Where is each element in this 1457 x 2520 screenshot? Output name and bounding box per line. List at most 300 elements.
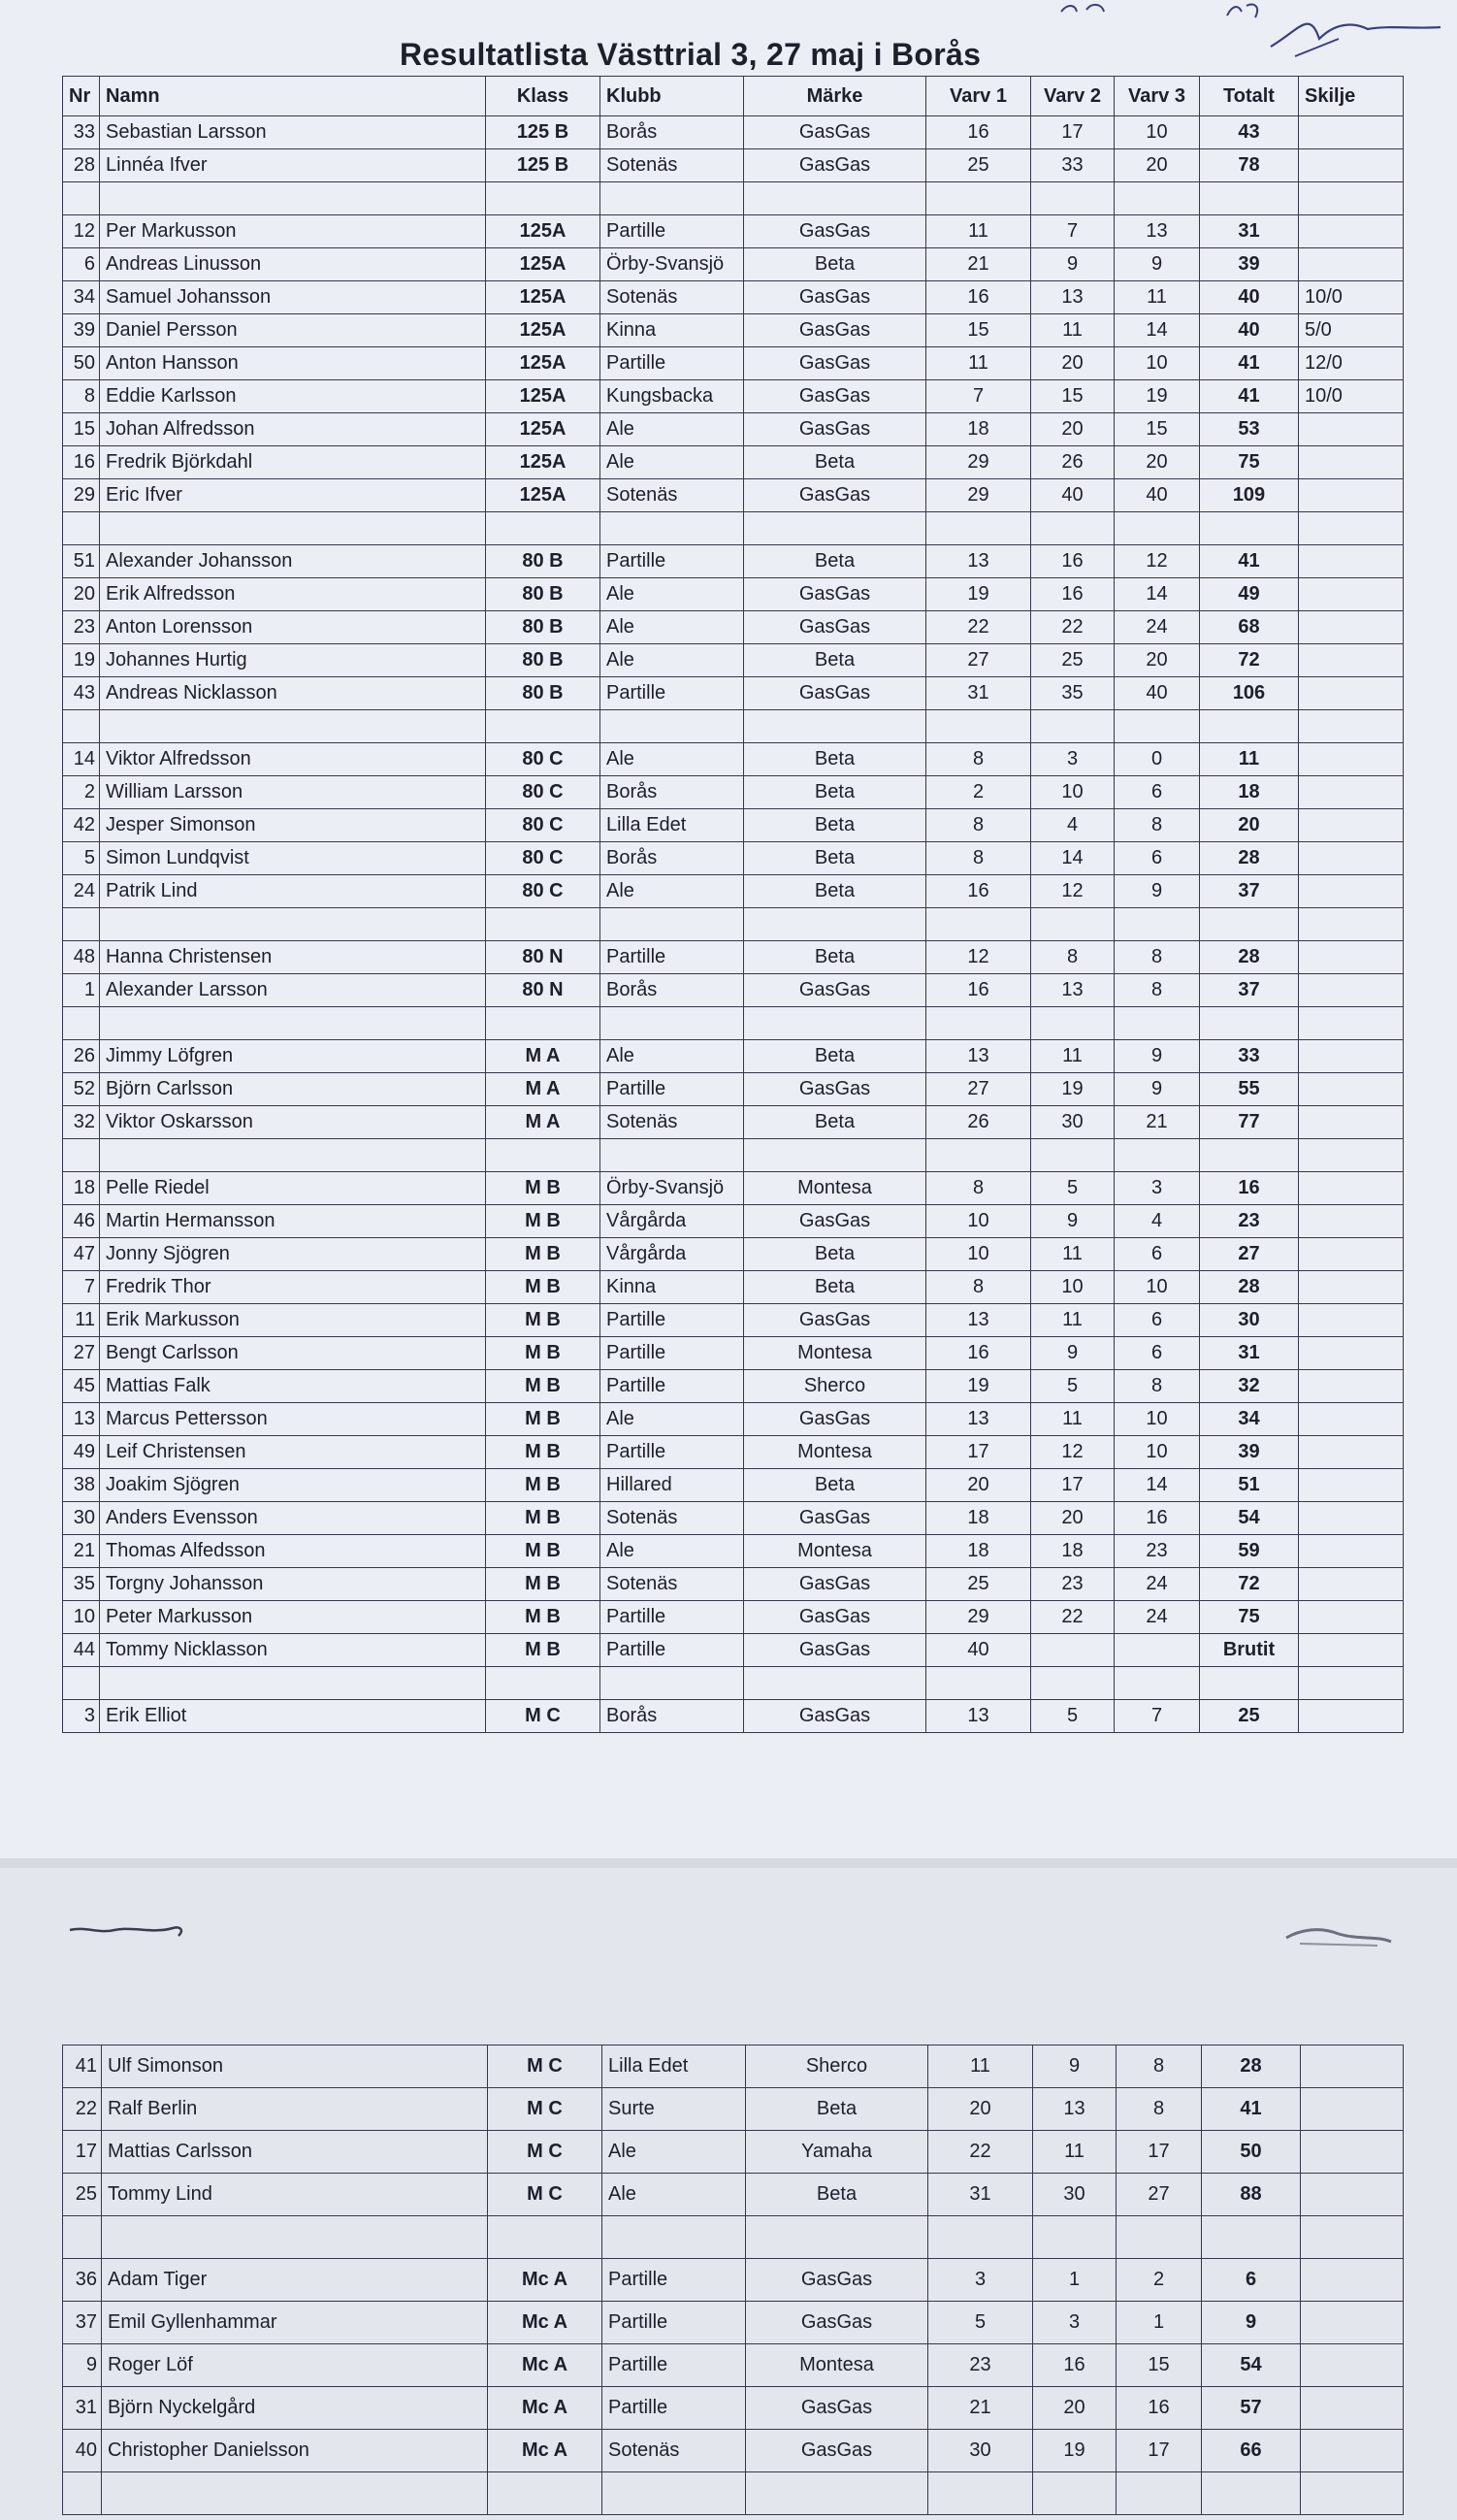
table-row <box>63 149 1404 182</box>
lap1-score: 2 <box>926 776 1031 809</box>
rider-class: M A <box>486 1073 600 1106</box>
table-row <box>63 413 1404 446</box>
total-score: 40 <box>1200 281 1299 314</box>
rider-club: Sotenäs <box>600 281 744 314</box>
empty-cell <box>744 908 926 941</box>
rider-class: M B <box>486 1469 600 1502</box>
results-table-page-1 <box>62 76 1404 1733</box>
rider-class: 125A <box>486 314 600 347</box>
table-row <box>63 2088 1404 2131</box>
table-row <box>63 776 1404 809</box>
lap2-score: 11 <box>1031 1403 1115 1436</box>
table-row <box>63 446 1404 479</box>
rider-name: Jesper Simonson <box>100 809 486 842</box>
rider-club: Lilla Edet <box>602 2045 746 2088</box>
rider-name: Hanna Christensen <box>100 941 486 974</box>
rider-nr: 37 <box>63 2302 102 2344</box>
spacer-row <box>63 1007 1404 1040</box>
rider-club: Ale <box>600 1403 744 1436</box>
lap2-score: 3 <box>1033 2302 1117 2344</box>
empty-cell <box>1200 182 1299 215</box>
lap3-score: 8 <box>1115 1370 1200 1403</box>
rider-brand: Beta <box>746 2088 928 2131</box>
rider-nr: 19 <box>63 644 100 677</box>
table-row <box>63 1304 1404 1337</box>
total-score: 41 <box>1202 2088 1301 2131</box>
rider-brand: GasGas <box>744 380 926 413</box>
total-score: 50 <box>1202 2131 1301 2174</box>
lap2-score: 20 <box>1033 2387 1117 2430</box>
rider-nr: 33 <box>63 116 100 149</box>
lap3-score: 6 <box>1115 1238 1200 1271</box>
rider-class: 80 B <box>486 578 600 611</box>
rider-club: Partille <box>602 2344 746 2387</box>
lap1-score: 19 <box>926 1370 1031 1403</box>
table-row <box>63 1073 1404 1106</box>
empty-cell <box>63 1007 100 1040</box>
rider-name: Anders Evensson <box>100 1502 486 1535</box>
rider-club: Partille <box>600 1601 744 1634</box>
lap3-score: 8 <box>1115 809 1200 842</box>
total-score: 68 <box>1200 611 1299 644</box>
rider-class: M A <box>486 1040 600 1073</box>
tiebreak <box>1299 1601 1404 1634</box>
results-table-page-2 <box>62 2045 1404 2515</box>
lap1-score: 29 <box>926 479 1031 512</box>
table-row <box>63 2045 1404 2088</box>
rider-brand: Montesa <box>744 1535 926 1568</box>
table-row <box>63 314 1404 347</box>
table-row <box>63 1700 1404 1733</box>
tiebreak <box>1299 545 1404 578</box>
table-row <box>63 1238 1404 1271</box>
tiebreak <box>1299 248 1404 281</box>
rider-name: Simon Lundqvist <box>100 842 486 875</box>
rider-club: Partille <box>600 347 744 380</box>
total-score: 78 <box>1200 149 1299 182</box>
rider-brand: GasGas <box>744 1304 926 1337</box>
rider-nr: 44 <box>63 1634 100 1667</box>
rider-nr: 15 <box>63 413 100 446</box>
empty-cell <box>1031 1667 1115 1700</box>
tiebreak <box>1301 2174 1404 2216</box>
empty-cell <box>486 512 600 545</box>
rider-nr: 35 <box>63 1568 100 1601</box>
empty-cell <box>63 2216 102 2259</box>
page-title: Resultatlista Västtrial 3, 27 maj i Borås <box>400 37 982 72</box>
lap3-score: 16 <box>1115 1502 1200 1535</box>
lap2-score: 19 <box>1033 2430 1117 2472</box>
rider-club: Ale <box>600 644 744 677</box>
lap3-score: 11 <box>1115 281 1200 314</box>
total-score: 30 <box>1200 1304 1299 1337</box>
results-body-page-2 <box>63 2045 1404 2515</box>
lap3-score: 24 <box>1115 1601 1200 1634</box>
rider-name: Sebastian Larsson <box>100 116 486 149</box>
rider-club: Partille <box>600 545 744 578</box>
empty-cell <box>100 908 486 941</box>
rider-class: M B <box>486 1403 600 1436</box>
rider-name: Andreas Nicklasson <box>100 677 486 710</box>
empty-cell <box>488 2216 602 2259</box>
total-score: 77 <box>1200 1106 1299 1139</box>
rider-brand: GasGas <box>744 281 926 314</box>
empty-cell <box>100 1007 486 1040</box>
rider-class: 125A <box>486 479 600 512</box>
spacer-row <box>63 1667 1404 1700</box>
col-varv3-header: Varv 3 <box>1115 77 1200 116</box>
table-row <box>63 1370 1404 1403</box>
total-score: 37 <box>1200 875 1299 908</box>
rider-nr: 26 <box>63 1040 100 1073</box>
total-score: 106 <box>1200 677 1299 710</box>
rider-brand: GasGas <box>744 578 926 611</box>
lap3-score: 16 <box>1117 2387 1202 2430</box>
rider-class: 80 C <box>486 743 600 776</box>
rider-brand: GasGas <box>744 149 926 182</box>
table-row <box>63 347 1404 380</box>
empty-cell <box>600 1139 744 1172</box>
tiebreak: 10/0 <box>1299 281 1404 314</box>
rider-club: Sotenäs <box>600 1502 744 1535</box>
lap1-score: 16 <box>926 1337 1031 1370</box>
rider-name: Erik Elliot <box>100 1700 486 1733</box>
rider-brand: Beta <box>744 842 926 875</box>
rider-class: Mc A <box>488 2430 602 2472</box>
tiebreak <box>1299 974 1404 1007</box>
rider-nr: 10 <box>63 1601 100 1634</box>
rider-brand: GasGas <box>744 1205 926 1238</box>
rider-club: Borås <box>600 776 744 809</box>
rider-name: Jimmy Löfgren <box>100 1040 486 1073</box>
rider-brand: Beta <box>744 545 926 578</box>
rider-class: M B <box>486 1370 600 1403</box>
rider-class: M C <box>486 1700 600 1733</box>
tiebreak <box>1301 2131 1404 2174</box>
rider-club: Borås <box>600 116 744 149</box>
col-klass-header: Klass <box>486 77 600 116</box>
lap2-score: 35 <box>1031 677 1115 710</box>
rider-name: Viktor Oskarsson <box>100 1106 486 1139</box>
lap1-score: 8 <box>926 1271 1031 1304</box>
lap3-score: 15 <box>1117 2344 1202 2387</box>
table-row <box>63 1106 1404 1139</box>
total-score: 28 <box>1200 842 1299 875</box>
lap1-score: 20 <box>926 1469 1031 1502</box>
lap2-score: 13 <box>1031 281 1115 314</box>
rider-club: Vårgårda <box>600 1205 744 1238</box>
empty-cell <box>486 908 600 941</box>
empty-cell <box>1115 1667 1200 1700</box>
lap3-score: 10 <box>1115 347 1200 380</box>
rider-club: Partille <box>600 1073 744 1106</box>
rider-class: 80 C <box>486 842 600 875</box>
lap1-score: 21 <box>926 248 1031 281</box>
lap2-score: 20 <box>1031 1502 1115 1535</box>
empty-cell <box>1033 2472 1117 2515</box>
empty-cell <box>1301 2472 1404 2515</box>
rider-nr: 8 <box>63 380 100 413</box>
rider-club: Partille <box>602 2387 746 2430</box>
rider-club: Sotenäs <box>600 1568 744 1601</box>
empty-cell <box>100 182 486 215</box>
lap1-score: 3 <box>928 2259 1033 2302</box>
lap2-score: 10 <box>1031 1271 1115 1304</box>
rider-class: 125 B <box>486 149 600 182</box>
rider-name: Björn Carlsson <box>100 1073 486 1106</box>
lap2-score <box>1031 1634 1115 1667</box>
rider-club: Ale <box>600 578 744 611</box>
lap3-score: 27 <box>1117 2174 1202 2216</box>
lap1-score: 8 <box>926 743 1031 776</box>
empty-cell <box>1200 1007 1299 1040</box>
rider-nr: 9 <box>63 2344 102 2387</box>
lap1-score: 10 <box>926 1205 1031 1238</box>
total-score: 23 <box>1200 1205 1299 1238</box>
lap1-score: 13 <box>926 1700 1031 1733</box>
total-score: 72 <box>1200 1568 1299 1601</box>
rider-nr: 36 <box>63 2259 102 2302</box>
rider-class: 125A <box>486 446 600 479</box>
tiebreak <box>1301 2387 1404 2430</box>
lap2-score: 8 <box>1031 941 1115 974</box>
rider-class: M C <box>488 2131 602 2174</box>
page-fold <box>0 1858 1457 1868</box>
rider-club: Ale <box>600 1535 744 1568</box>
empty-cell <box>926 1007 1031 1040</box>
col-varv2-header: Varv 2 <box>1031 77 1115 116</box>
lap2-score: 5 <box>1031 1172 1115 1205</box>
empty-cell <box>100 1139 486 1172</box>
table-row <box>63 809 1404 842</box>
table-row <box>63 281 1404 314</box>
rider-nr: 29 <box>63 479 100 512</box>
tiebreak <box>1299 1172 1404 1205</box>
tiebreak <box>1299 1205 1404 1238</box>
lap1-score: 21 <box>928 2387 1033 2430</box>
table-row <box>63 743 1404 776</box>
rider-nr: 51 <box>63 545 100 578</box>
lap1-score: 17 <box>926 1436 1031 1469</box>
rider-name: Martin Hermansson <box>100 1205 486 1238</box>
table-row <box>63 1403 1404 1436</box>
tiebreak <box>1299 1403 1404 1436</box>
rider-name: Pelle Riedel <box>100 1172 486 1205</box>
table-row <box>63 1040 1404 1073</box>
rider-club: Partille <box>602 2259 746 2302</box>
empty-cell <box>1031 710 1115 743</box>
rider-class: 125A <box>486 281 600 314</box>
rider-class: M B <box>486 1601 600 1634</box>
tiebreak <box>1299 809 1404 842</box>
lap1-score: 22 <box>928 2131 1033 2174</box>
total-score: 75 <box>1200 446 1299 479</box>
empty-cell <box>1115 1139 1200 1172</box>
lap1-score: 11 <box>926 215 1031 248</box>
staple-mark-left <box>66 1916 192 1946</box>
rider-class: M C <box>488 2088 602 2131</box>
rider-club: Sotenäs <box>600 149 744 182</box>
lap2-score: 11 <box>1031 1040 1115 1073</box>
tiebreak <box>1301 2088 1404 2131</box>
tiebreak <box>1299 1238 1404 1271</box>
rider-brand: GasGas <box>744 347 926 380</box>
lap2-score: 16 <box>1031 545 1115 578</box>
tiebreak <box>1299 149 1404 182</box>
total-score: 59 <box>1200 1535 1299 1568</box>
tiebreak <box>1301 2045 1404 2088</box>
rider-nr: 20 <box>63 578 100 611</box>
tiebreak <box>1299 875 1404 908</box>
total-score: 39 <box>1200 1436 1299 1469</box>
rider-nr: 50 <box>63 347 100 380</box>
tiebreak <box>1299 1271 1404 1304</box>
empty-cell <box>1299 908 1404 941</box>
rider-nr: 46 <box>63 1205 100 1238</box>
lap2-score: 5 <box>1031 1370 1115 1403</box>
tiebreak <box>1299 116 1404 149</box>
lap1-score: 5 <box>928 2302 1033 2344</box>
rider-class: Mc A <box>488 2387 602 2430</box>
lap3-score: 6 <box>1115 776 1200 809</box>
lap3-score: 24 <box>1115 611 1200 644</box>
table-row <box>63 1535 1404 1568</box>
rider-class: M B <box>486 1205 600 1238</box>
lap2-score: 11 <box>1031 314 1115 347</box>
lap1-score: 20 <box>928 2088 1033 2131</box>
rider-brand: Beta <box>744 875 926 908</box>
rider-nr: 1 <box>63 974 100 1007</box>
rider-brand: GasGas <box>746 2387 928 2430</box>
rider-class: 125A <box>486 413 600 446</box>
total-score: 28 <box>1202 2045 1301 2088</box>
rider-club: Ale <box>602 2131 746 2174</box>
table-row <box>63 677 1404 710</box>
lap2-score: 11 <box>1033 2131 1117 2174</box>
total-score: 57 <box>1202 2387 1301 2430</box>
tiebreak: 10/0 <box>1299 380 1404 413</box>
lap1-score: 7 <box>926 380 1031 413</box>
lap2-score: 11 <box>1031 1238 1115 1271</box>
rider-club: Partille <box>600 677 744 710</box>
empty-cell <box>1202 2472 1301 2515</box>
total-score: 54 <box>1200 1502 1299 1535</box>
rider-nr: 6 <box>63 248 100 281</box>
rider-brand: Montesa <box>744 1436 926 1469</box>
rider-nr: 43 <box>63 677 100 710</box>
rider-brand: Beta <box>744 1040 926 1073</box>
rider-name: Mattias Falk <box>100 1370 486 1403</box>
empty-cell <box>928 2472 1033 2515</box>
lap2-score: 16 <box>1031 578 1115 611</box>
rider-name: Peter Markusson <box>100 1601 486 1634</box>
col-totalt-header: Totalt <box>1200 77 1299 116</box>
rider-nr: 39 <box>63 314 100 347</box>
empty-cell <box>744 1007 926 1040</box>
empty-cell <box>1033 2216 1117 2259</box>
lap2-score: 30 <box>1033 2174 1117 2216</box>
rider-brand: GasGas <box>744 677 926 710</box>
tiebreak <box>1299 1535 1404 1568</box>
rider-class: 80 C <box>486 875 600 908</box>
rider-name: Ralf Berlin <box>102 2088 488 2131</box>
lap3-score: 23 <box>1115 1535 1200 1568</box>
empty-cell <box>1031 1139 1115 1172</box>
empty-cell <box>486 1667 600 1700</box>
rider-nr: 31 <box>63 2387 102 2430</box>
total-score: 33 <box>1200 1040 1299 1073</box>
total-score: 75 <box>1200 1601 1299 1634</box>
empty-cell <box>744 710 926 743</box>
rider-brand: GasGas <box>744 413 926 446</box>
rider-club: Ale <box>600 1040 744 1073</box>
rider-name: Daniel Persson <box>100 314 486 347</box>
total-score: 54 <box>1202 2344 1301 2387</box>
rider-club: Kungsbacka <box>600 380 744 413</box>
lap1-score: 12 <box>926 941 1031 974</box>
lap2-score: 17 <box>1031 116 1115 149</box>
empty-cell <box>1117 2472 1202 2515</box>
rider-brand: Sherco <box>746 2045 928 2088</box>
total-score: 28 <box>1200 1271 1299 1304</box>
table-row <box>63 380 1404 413</box>
lap3-score: 10 <box>1115 116 1200 149</box>
rider-club: Partille <box>600 1337 744 1370</box>
rider-nr: 32 <box>63 1106 100 1139</box>
lap3-score: 9 <box>1115 1073 1200 1106</box>
rider-brand: GasGas <box>744 479 926 512</box>
rider-brand: GasGas <box>746 2430 928 2472</box>
tiebreak <box>1301 2259 1404 2302</box>
spacer-row <box>63 908 1404 941</box>
total-score: 27 <box>1200 1238 1299 1271</box>
lap2-score: 25 <box>1031 644 1115 677</box>
empty-cell <box>744 512 926 545</box>
rider-nr: 27 <box>63 1337 100 1370</box>
rider-name: Erik Alfredsson <box>100 578 486 611</box>
empty-cell <box>1200 512 1299 545</box>
lap3-score: 20 <box>1115 644 1200 677</box>
handwritten-signature <box>1048 0 1455 68</box>
rider-club: Sotenäs <box>602 2430 746 2472</box>
rider-club: Kinna <box>600 1271 744 1304</box>
empty-cell <box>926 710 1031 743</box>
rider-name: Thomas Alfedsson <box>100 1535 486 1568</box>
tiebreak <box>1299 1502 1404 1535</box>
rider-club: Sotenäs <box>600 1106 744 1139</box>
lap1-score: 29 <box>926 1601 1031 1634</box>
col-skilje-header: Skilje <box>1299 77 1404 116</box>
rider-name: Adam Tiger <box>102 2259 488 2302</box>
rider-class: M A <box>486 1106 600 1139</box>
empty-cell <box>486 182 600 215</box>
lap2-score: 1 <box>1033 2259 1117 2302</box>
rider-brand: Beta <box>744 1469 926 1502</box>
rider-nr: 18 <box>63 1172 100 1205</box>
empty-cell <box>1200 1139 1299 1172</box>
rider-class: Mc A <box>488 2302 602 2344</box>
rider-club: Partille <box>600 215 744 248</box>
lap3-score: 24 <box>1115 1568 1200 1601</box>
rider-class: 125A <box>486 380 600 413</box>
lap1-score: 18 <box>926 413 1031 446</box>
lap3-score: 6 <box>1115 1304 1200 1337</box>
empty-cell <box>926 908 1031 941</box>
rider-class: 80 N <box>486 974 600 1007</box>
lap1-score: 18 <box>926 1502 1031 1535</box>
tiebreak <box>1301 2344 1404 2387</box>
rider-name: Tommy Nicklasson <box>100 1634 486 1667</box>
